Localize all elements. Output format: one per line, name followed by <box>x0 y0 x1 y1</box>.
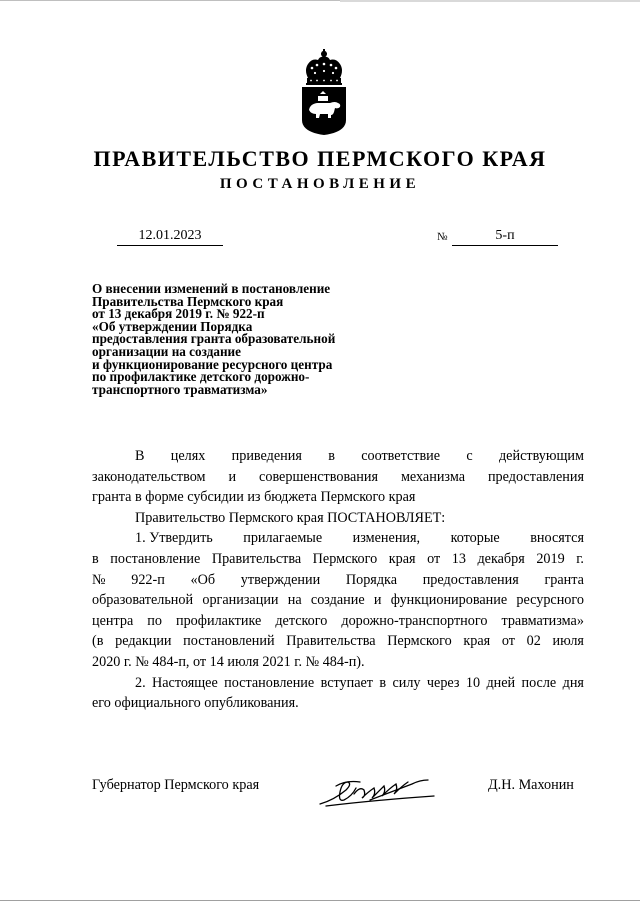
body-word: июля <box>552 633 584 650</box>
body-word: 13 <box>451 550 466 567</box>
document-subject <box>92 283 392 396</box>
body-word: совершенствования <box>259 468 378 485</box>
body-word: 10 <box>465 674 481 691</box>
body-line <box>92 673 584 694</box>
body-word: № <box>92 571 106 588</box>
body-word: Правительства <box>286 633 376 650</box>
body-word: образовательной <box>92 592 194 609</box>
subject-line: и функционирование ресурсного центра <box>92 356 333 372</box>
body-line <box>92 467 584 488</box>
body-word: предоставления <box>422 571 519 588</box>
body-word: прилагаемые <box>243 530 323 547</box>
body-word: Правительства <box>211 550 302 567</box>
body-word: приведения <box>231 448 302 464</box>
body-word: края <box>388 550 416 567</box>
subject-line: транспортного травматизма» <box>92 381 268 397</box>
body-word: механизма <box>400 468 465 485</box>
body-word: В <box>135 448 145 464</box>
body-word: постановлений <box>183 633 275 650</box>
document-number: 5-п <box>452 228 558 246</box>
body-word: (в <box>92 633 104 650</box>
signatory-role: Губернатор Пермского края <box>92 777 260 793</box>
body-word: соответствие <box>361 448 441 464</box>
body-word: предоставления <box>487 468 584 485</box>
body-word: в <box>92 550 99 567</box>
body-line <box>92 611 584 632</box>
body-word: после <box>521 674 557 691</box>
body-word: 2019 <box>536 550 565 567</box>
body-word: дорожно-транспортного <box>341 612 488 629</box>
body-word: создание <box>310 592 365 609</box>
body-line: 2020 г. № 484-п, от 14 июля 2021 г. № 484-п). <box>92 653 365 670</box>
body-word: утверждении <box>240 571 321 588</box>
subject-line: предоставления гранта образовательной <box>92 331 336 347</box>
body-word: функционирование <box>390 592 508 609</box>
body-word: от <box>501 633 515 650</box>
body-word: гранта <box>544 571 584 588</box>
document-type: ПОСТАНОВЛЕНИЕ <box>219 176 421 192</box>
scan-edge-top-shadow <box>340 0 640 2</box>
body-word: «Об <box>190 571 216 588</box>
body-word: дня <box>562 674 584 691</box>
body-word: профилактике <box>176 612 262 629</box>
body-word: силу <box>392 674 421 691</box>
body-word: 2. <box>135 674 146 691</box>
document-body <box>92 446 584 714</box>
subject-line: от 13 декабря 2019 г. № 922-п <box>92 306 265 322</box>
document-date: 12.01.2023 <box>117 228 223 246</box>
body-word: 922-п <box>131 571 165 588</box>
subject-line: «Об утверждении Порядка <box>92 318 253 334</box>
body-word: вносятся <box>530 530 584 547</box>
subject-line: О внесении изменений в постановление <box>92 281 331 296</box>
subject-line: организации на создание <box>92 343 242 359</box>
body-word: дней <box>486 674 516 691</box>
body-word: края <box>463 633 491 650</box>
body-word: от <box>427 550 441 567</box>
body-word: законодательством <box>92 468 206 485</box>
body-line: его официального опубликования. <box>92 695 299 712</box>
handwritten-signature-icon <box>316 770 438 810</box>
body-word: изменения, <box>352 530 421 547</box>
body-word: 02 <box>526 633 541 650</box>
body-word: в <box>379 674 387 691</box>
body-word: действующим <box>498 448 584 464</box>
body-line <box>92 528 584 549</box>
body-line <box>92 549 584 570</box>
body-word: которые <box>450 530 500 547</box>
subject-line: по профилактике детского дорожно- <box>92 369 310 385</box>
body-word: Пермского <box>312 550 378 567</box>
body-word: с <box>466 448 473 464</box>
body-line <box>92 590 584 611</box>
body-word: целях <box>170 448 206 464</box>
body-word: центра <box>92 612 134 629</box>
body-word: Настоящее <box>152 674 218 691</box>
body-word: Пермского <box>387 633 452 650</box>
body-word: и <box>228 468 237 485</box>
body-word: вступает <box>320 674 373 691</box>
body-word: ресурсного <box>516 592 584 609</box>
body-line: гранта в форме субсидии из бюджета Пермского края <box>92 489 416 506</box>
body-word: постановление <box>224 674 315 691</box>
body-word: организации <box>202 592 279 609</box>
body-word: и <box>373 592 382 609</box>
scan-edge-bottom <box>0 900 640 901</box>
body-line <box>92 446 584 467</box>
body-word: по <box>147 612 162 629</box>
body-word: редакции <box>115 633 172 650</box>
body-word: в <box>328 448 335 464</box>
body-word: детского <box>275 612 328 629</box>
body-word: через <box>426 674 460 691</box>
body-word: Порядка <box>345 571 398 588</box>
body-word: травматизма» <box>501 612 584 629</box>
body-word: г. <box>576 550 584 567</box>
body-word: 1. Утвердить <box>135 530 213 547</box>
subject-line: Правительства Пермского края <box>92 293 284 309</box>
body-word: декабря <box>477 550 525 567</box>
signatory-name: Д.Н. Махонин <box>488 777 574 793</box>
body-line: Правительство Пермского края ПОСТАНОВЛЯЕТ: <box>135 509 446 526</box>
body-word: постановление <box>110 550 201 567</box>
number-sign: № <box>437 231 448 243</box>
body-line <box>92 570 584 591</box>
coat-of-arms-icon <box>298 48 350 136</box>
body-line <box>92 631 584 652</box>
government-title: ПРАВИТЕЛЬСТВО ПЕРМСКОГО КРАЯ <box>93 146 547 171</box>
body-word: на <box>287 592 302 609</box>
